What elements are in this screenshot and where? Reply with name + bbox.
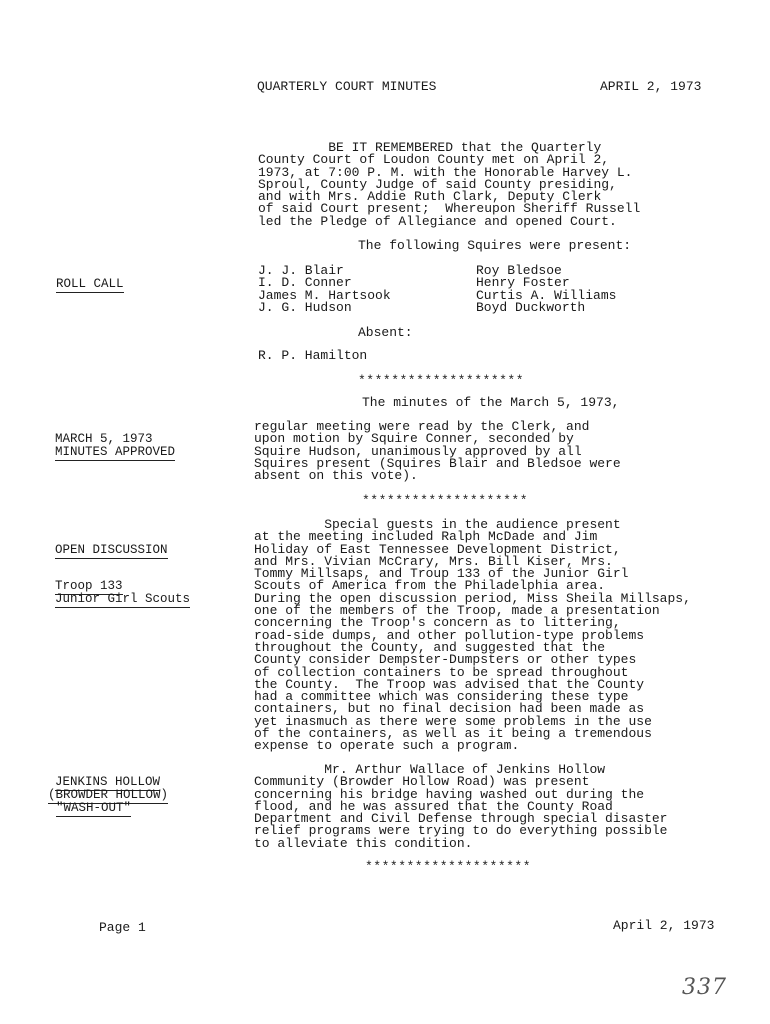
discussion-line: had a committee which was considering these type <box>254 689 629 705</box>
discussion-line: Holiday of East Tennessee Development District, <box>254 541 621 557</box>
separator-2: ******************** <box>362 493 529 508</box>
jenkins-line: relief programs were trying to do everything possible <box>254 823 668 839</box>
discussion-line: of collection containers to be spread throughout <box>254 664 629 680</box>
document-date: APRIL 2, 1973 <box>600 79 702 94</box>
discussion-line: containers, but no final decision had been made as <box>254 701 645 717</box>
margin-label-roll-call: ROLL CALL <box>56 277 124 291</box>
discussion-line: Special guests in the audience present <box>254 517 621 532</box>
squires-present-right <box>476 265 616 314</box>
page-number: Page 1 <box>99 920 146 935</box>
jenkins-line: Community (Browder Hollow Road) was present <box>254 774 590 790</box>
intro-line: BE IT REMEMBERED that the Quarterly <box>258 140 602 155</box>
intro-paragraph <box>258 142 768 228</box>
jenkins-line: Department and Civil Defense through special disaster <box>254 811 668 827</box>
squire-name: Roy Bledsoe <box>476 263 562 278</box>
jenkins-line: flood, and he was assured that the County Road <box>254 798 613 814</box>
footer-date: April 2, 1973 <box>613 918 715 933</box>
minutes-line: absent on this vote). <box>254 468 418 484</box>
discussion-line: one of the members of the Troop, made a presentation <box>254 603 660 619</box>
document-title: QUARTERLY COURT MINUTES <box>257 79 437 94</box>
minutes-line: Squires present (Squires Blair and Bledsoe were <box>254 455 621 471</box>
squires-present-left <box>258 265 391 314</box>
squire-name: I. D. Conner <box>258 275 352 291</box>
jenkins-line: to alleviate this condition. <box>254 835 473 851</box>
jenkins-paragraph <box>254 764 764 850</box>
margin-label-wash-out: "WASH-OUT" <box>56 801 132 815</box>
minutes-line: upon motion by Squire Conner, seconded by <box>254 431 574 447</box>
margin-label-browder-hollow: (BROWDER HOLLOW) <box>48 788 169 802</box>
present-heading: The following Squires were present: <box>358 238 632 253</box>
intro-line: County Court of Loudon County met on April 2, <box>258 152 610 168</box>
squire-name: Henry Foster <box>476 275 570 291</box>
minutes-line: regular meeting were read by the Clerk, and <box>254 419 590 434</box>
minutes-line: Squire Hudson, unanimously approved by all <box>254 443 582 459</box>
discussion-line: Scouts of America from the Philadelphia area. <box>254 578 606 594</box>
jenkins-line: Mr. Arthur Wallace of Jenkins Hollow <box>254 762 606 777</box>
margin-label-troop: Troop 133 Junior Girl Scouts <box>55 579 191 606</box>
discussion-line: yet inasmuch as there were some problems in the use <box>254 713 652 729</box>
intro-line: of said Court present; Whereupon Sheriff Russell <box>258 201 641 217</box>
margin-label-jenkins-hollow: JENKINS HOLLOW <box>55 775 161 789</box>
minutes-paragraph <box>254 421 764 482</box>
discussion-line: During the open discussion period, Miss Sheila Millsaps, <box>254 590 691 606</box>
margin-label-open-discussion: OPEN DISCUSSION <box>55 543 168 557</box>
discussion-line: throughout the County, and suggested that the <box>254 639 606 655</box>
squire-name: J. G. Hudson <box>258 299 352 315</box>
discussion-line: expense to operate such a program. <box>254 738 520 754</box>
discussion-line: County consider Dempster-Dumpsters or other types <box>254 652 637 668</box>
intro-line: Sproul, County Judge of said County presiding, <box>258 176 617 192</box>
open-discussion-paragraph <box>254 519 764 753</box>
squire-name: J. J. Blair <box>258 263 344 278</box>
minutes-lead: The minutes of the March 5, 1973, <box>362 395 620 410</box>
discussion-line: and Mrs. Vivian McCrary, Mrs. Bill Kiser, Mrs. <box>254 553 613 569</box>
discussion-line: of the containers, as well as it being a tremendous <box>254 726 652 742</box>
separator-1: ******************** <box>358 373 525 388</box>
squire-name: Curtis A. Williams <box>476 287 617 303</box>
squire-name: James M. Hartsook <box>258 287 391 303</box>
intro-line: 1973, at 7:00 P. M. with the Honorable Harvey L. <box>258 164 633 180</box>
discussion-line: the County. The Troop was advised that the County <box>254 676 645 692</box>
separator-3: ******************** <box>365 859 532 874</box>
margin-label-minutes: MARCH 5, 1973 MINUTES APPROVED <box>55 432 176 459</box>
discussion-line: at the meeting included Ralph McDade and Jim <box>254 529 598 545</box>
intro-line: and with Mrs. Addie Ruth Clark, Deputy Clerk <box>258 189 602 205</box>
absent-heading: Absent: <box>358 325 413 340</box>
discussion-line: road-side dumps, and other pollution-type problems <box>254 627 645 643</box>
squire-name: Boyd Duckworth <box>476 299 586 315</box>
intro-line: led the Pledge of Allegiance and opened Court. <box>258 213 617 229</box>
discussion-line: Tommy Millsaps, and Troup 133 of the Junior Girl <box>254 566 629 582</box>
discussion-line: concerning the Troop's concern as to littering, <box>254 615 621 631</box>
jenkins-line: concerning his bridge having washed out during the <box>254 786 645 802</box>
handwritten-page-number: 337 <box>682 975 727 1000</box>
absent-squire: R. P. Hamilton <box>258 348 368 363</box>
